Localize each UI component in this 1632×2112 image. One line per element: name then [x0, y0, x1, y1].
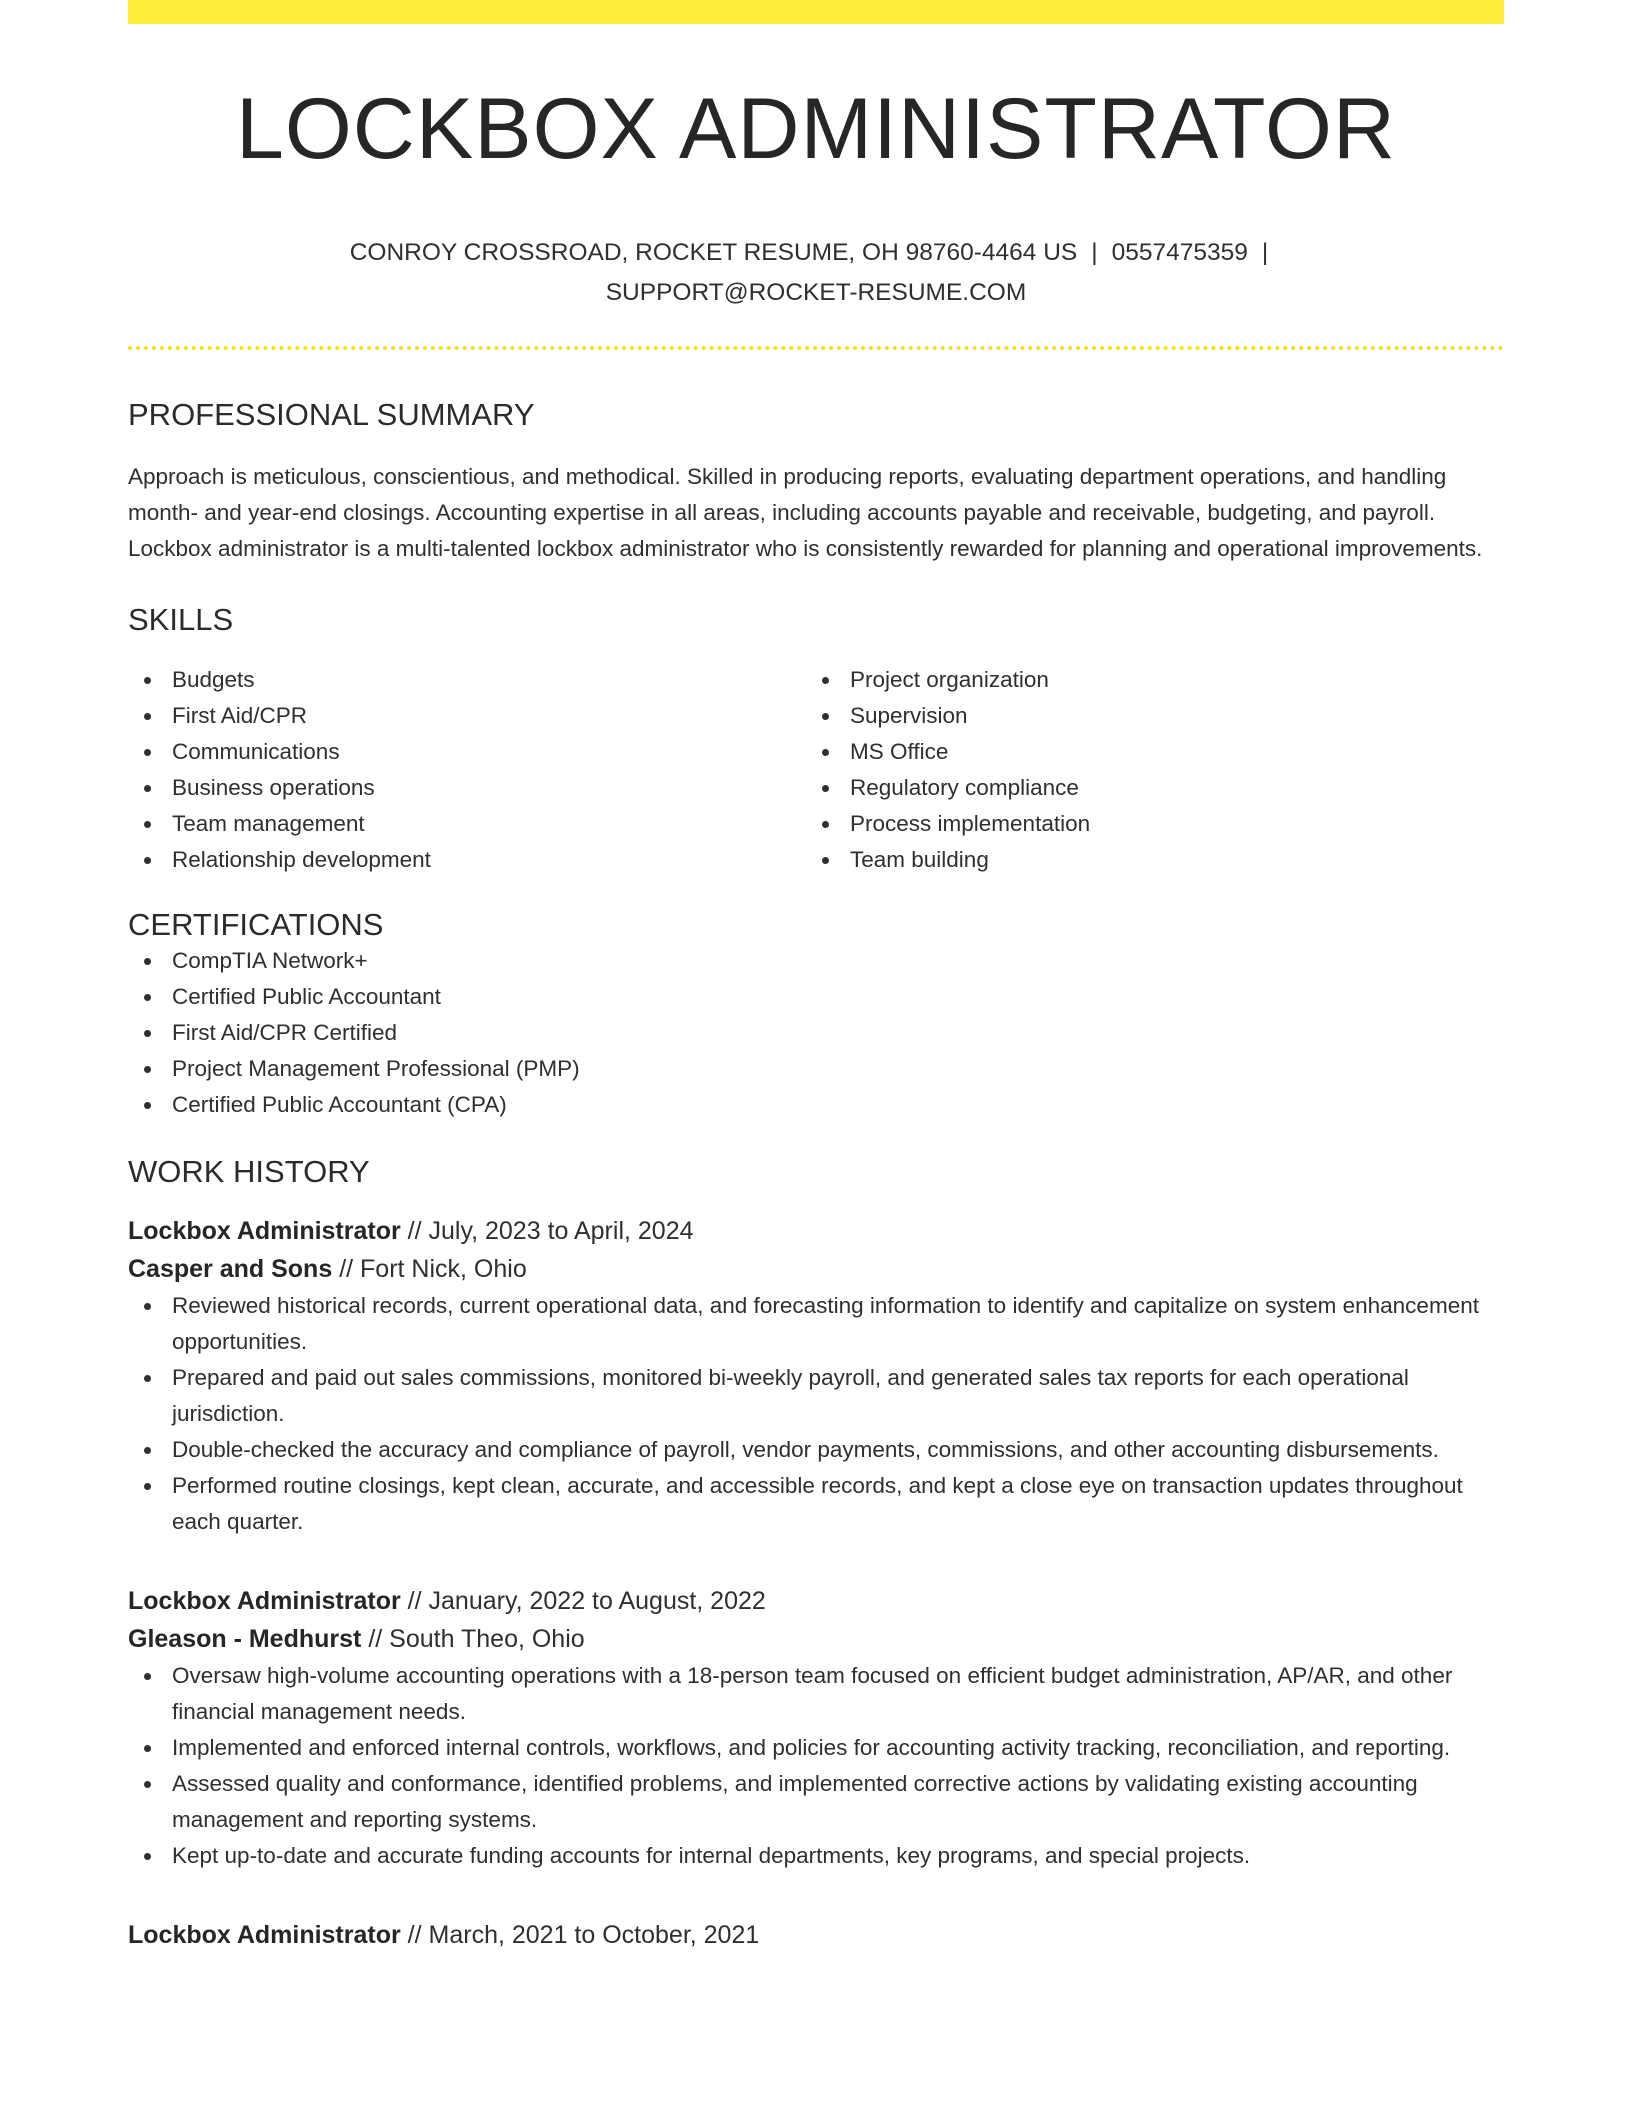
skill-item-text: Communications	[172, 738, 340, 764]
skill-item	[806, 770, 1484, 806]
skill-item	[128, 770, 806, 806]
skill-item	[128, 842, 806, 878]
job-title: Lockbox Administrator	[128, 1217, 401, 1246]
job-title-line	[128, 1582, 1504, 1620]
skill-item-text: Team management	[172, 810, 365, 836]
summary-section	[128, 396, 1504, 567]
job-duty-item	[128, 1838, 1504, 1874]
skill-item-text: Process implementation	[850, 810, 1091, 836]
certification-item-text: Certified Public Accountant (CPA)	[172, 1092, 507, 1118]
contact-separator: |	[1261, 238, 1269, 266]
job-location: // South Theo, Ohio	[368, 1625, 585, 1654]
summary-text: Approach is meticulous, conscientious, and methodical. Skilled in producing reports, evaluating department operations, and handling month- and year-end closings. Accounting expertise in all areas, including accounts payable and receivable, budgeting, and payroll. Lockbox administrator is a multi-talented lockbox administrator who is consistently rewarded for planning and operational improvements.	[128, 463, 1483, 561]
job-entry	[128, 1916, 1504, 1954]
contact-separator: |	[1091, 238, 1098, 266]
job-duty-item	[128, 1766, 1504, 1838]
certifications-list	[128, 943, 1504, 1123]
skill-item	[806, 698, 1484, 734]
job-title: Lockbox Administrator	[128, 1587, 401, 1616]
bullet-icon	[144, 1030, 151, 1037]
work-history-section	[128, 1153, 1504, 1954]
job-duty-item	[128, 1432, 1504, 1468]
certification-item	[128, 1015, 1504, 1051]
job-duty-item-text: Assessed quality and conformance, identified problems, and implemented corrective actions by validating existing accounting management and reporting systems.	[172, 1771, 1418, 1833]
bullet-icon	[822, 821, 829, 828]
skill-item	[128, 734, 806, 770]
certification-item-text: Project Management Professional (PMP)	[172, 1056, 580, 1082]
job-company: Casper and Sons	[128, 1255, 333, 1284]
certification-item	[128, 943, 1504, 979]
certification-item	[128, 1087, 1504, 1123]
job-title: Lockbox Administrator	[128, 1921, 401, 1950]
skill-item	[806, 842, 1484, 878]
job-company-line	[128, 1250, 1504, 1288]
job-duties-list	[128, 1288, 1504, 1540]
accent-bar	[128, 0, 1504, 24]
job-duties-list	[128, 1658, 1504, 1874]
resume-title: LOCKBOX ADMINISTRATOR	[236, 81, 1396, 177]
bullet-icon	[144, 1102, 151, 1109]
job-dates: // January, 2022 to August, 2022	[407, 1587, 766, 1616]
skill-item-text: Regulatory compliance	[850, 774, 1079, 800]
skill-item-text: Team building	[850, 846, 989, 872]
job-entry	[128, 1212, 1504, 1540]
job-duty-item	[128, 1658, 1504, 1730]
skill-item-text: First Aid/CPR	[172, 702, 308, 728]
skill-item	[806, 734, 1484, 770]
skill-item-text: Budgets	[172, 666, 255, 692]
bullet-icon	[144, 1066, 151, 1073]
certifications-heading: CERTIFICATIONS	[128, 906, 384, 942]
skill-item	[128, 698, 806, 734]
bullet-icon	[144, 857, 151, 864]
skill-item	[806, 806, 1484, 842]
phone-text: 0557475359	[1111, 238, 1248, 266]
certification-item	[128, 1051, 1504, 1087]
address-text: CONROY CROSSROAD, ROCKET RESUME, OH 98760-4464 US	[349, 238, 1078, 266]
bullet-icon	[144, 713, 151, 720]
skill-item-text: Business operations	[172, 774, 375, 800]
dotted-divider	[128, 346, 1504, 350]
certifications-section	[128, 906, 1504, 1123]
bullet-icon	[144, 1853, 151, 1860]
job-duty-item-text: Prepared and paid out sales commissions, monitored bi-weekly payroll, and generated sales tax reports for each operational jurisdiction.	[172, 1365, 1409, 1427]
bullet-icon	[822, 785, 829, 792]
bullet-icon	[144, 1375, 151, 1382]
skill-item	[128, 662, 806, 698]
job-duty-item-text: Kept up-to-date and accurate funding accounts for internal departments, key programs, and special projects.	[172, 1843, 1251, 1869]
job-dates: // March, 2021 to October, 2021	[407, 1921, 760, 1950]
email-link[interactable]: SUPPORT@ROCKET-RESUME.COM	[605, 278, 1027, 306]
bullet-icon	[144, 677, 151, 684]
skills-grid	[128, 662, 1504, 878]
job-company: Gleason - Medhurst	[128, 1625, 362, 1654]
skill-item	[128, 806, 806, 842]
jobs-container	[128, 1212, 1504, 1954]
job-title-line	[128, 1212, 1504, 1250]
job-duty-item-text: Reviewed historical records, current operational data, and forecasting information to identify and capitalize on system enhancement opportunities.	[172, 1293, 1479, 1355]
skills-column-left	[128, 662, 806, 878]
job-company-line	[128, 1620, 1504, 1658]
skills-list-left	[128, 662, 806, 878]
job-entry	[128, 1582, 1504, 1874]
certification-item-text: Certified Public Accountant	[172, 984, 441, 1010]
job-location: // Fort Nick, Ohio	[339, 1255, 527, 1284]
resume-page	[128, 0, 1504, 1954]
bullet-icon	[144, 994, 151, 1001]
summary-heading: PROFESSIONAL SUMMARY	[128, 396, 535, 432]
bullet-icon	[144, 1745, 151, 1752]
skills-column-right	[806, 662, 1484, 878]
certification-item	[128, 979, 1504, 1015]
bullet-icon	[822, 749, 829, 756]
job-duty-item	[128, 1468, 1504, 1540]
skill-item-text: MS Office	[850, 738, 949, 764]
bullet-icon	[144, 1447, 151, 1454]
skill-item	[806, 662, 1484, 698]
bullet-icon	[144, 1303, 151, 1310]
job-duty-item	[128, 1730, 1504, 1766]
job-duty-item-text: Implemented and enforced internal controls, workflows, and policies for accounting activity tracking, reconciliation, and reporting.	[172, 1735, 1451, 1761]
job-title-line	[128, 1916, 1504, 1954]
job-duty-item	[128, 1360, 1504, 1432]
contact-info	[128, 233, 1504, 313]
work-history-heading: WORK HISTORY	[128, 1154, 370, 1190]
skills-section	[128, 601, 1504, 878]
bullet-icon	[144, 1673, 151, 1680]
job-duty-item-text: Oversaw high-volume accounting operations with a 18-person team focused on efficient budget administration, AP/AR, and other financial management needs.	[172, 1663, 1453, 1725]
skill-item-text: Relationship development	[172, 846, 431, 872]
bullet-icon	[144, 749, 151, 756]
bullet-icon	[822, 677, 829, 684]
skills-list-right	[806, 662, 1484, 878]
bullet-icon	[144, 1483, 151, 1490]
skills-heading: SKILLS	[128, 601, 234, 637]
job-duty-item-text: Performed routine closings, kept clean, accurate, and accessible records, and kept a close eye on transaction updates throughout each quarter.	[172, 1473, 1463, 1535]
skill-item-text: Supervision	[850, 702, 968, 728]
job-duty-item	[128, 1288, 1504, 1360]
bullet-icon	[822, 857, 829, 864]
job-duty-item-text: Double-checked the accuracy and compliance of payroll, vendor payments, commissions, and other accounting disbursements.	[172, 1437, 1439, 1463]
skill-item-text: Project organization	[850, 666, 1049, 692]
bullet-icon	[144, 821, 151, 828]
bullet-icon	[822, 713, 829, 720]
bullet-icon	[144, 1781, 151, 1788]
job-dates: // July, 2023 to April, 2024	[407, 1217, 694, 1246]
certification-item-text: First Aid/CPR Certified	[172, 1020, 398, 1046]
certification-item-text: CompTIA Network+	[172, 948, 368, 974]
bullet-icon	[144, 785, 151, 792]
bullet-icon	[144, 958, 151, 965]
